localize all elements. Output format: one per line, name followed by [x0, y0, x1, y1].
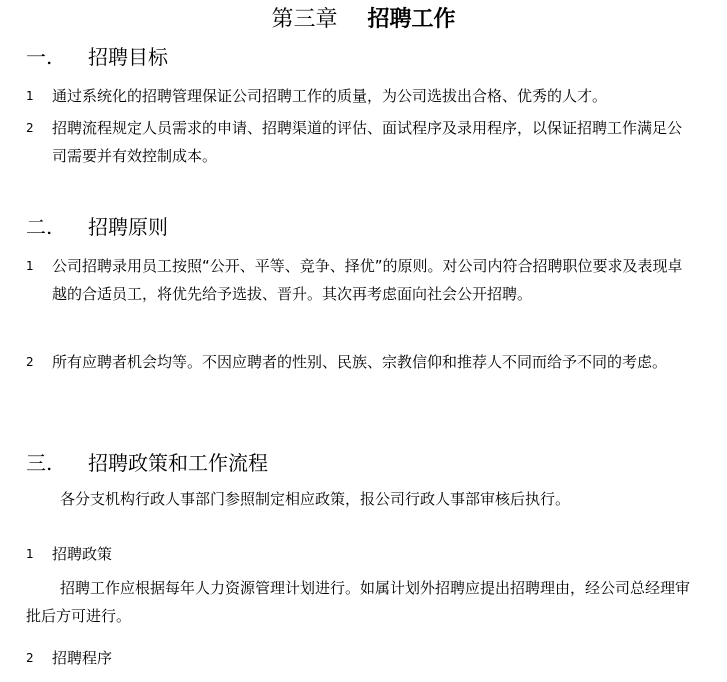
list-item-number: 2 [26, 355, 34, 369]
subsection-paragraph: 招聘工作应根据每年人力资源管理计划进行。如属计划外招聘应提出招聘理由，经公司总经理审批后方可进行。 [26, 579, 691, 625]
section-title: 招聘目标 [88, 45, 168, 69]
chapter-number: 第三章 [271, 7, 338, 32]
section-number: 三. [26, 451, 53, 475]
section-heading-principles [26, 214, 168, 240]
subsection-heading-procedure [26, 644, 696, 672]
list-item-number: 1 [26, 259, 34, 273]
list-item-number: 2 [26, 651, 34, 665]
section-heading-goals [26, 44, 168, 70]
list-item-text: 招聘流程规定人员需求的申请、招聘渠道的评估、面试程序及录用程序，以保证招聘工作满足公司需要并有效控制成本。 [52, 119, 683, 165]
section-number: 二. [26, 215, 53, 239]
subsection-heading-policy [26, 540, 696, 568]
list-item-number: 1 [26, 547, 34, 561]
section-heading-policy [26, 450, 268, 476]
section-title: 招聘政策和工作流程 [88, 451, 268, 475]
list-item [26, 348, 696, 376]
subsection-title: 招聘程序 [52, 649, 113, 667]
list-item-number: 2 [26, 121, 34, 135]
list-item-text: 所有应聘者机会均等。不因应聘者的性别、民族、宗教信仰和推荐人不同而给予不同的考虑。 [52, 353, 668, 371]
list-item-number: 1 [26, 89, 34, 103]
list-item-text: 公司招聘录用员工按照“公开、平等、竞争、择优”的原则。对公司内符合招聘职位要求及表现卓越的合适员工，将优先给予选拔、晋升。其次再考虑面向社会公开招聘。 [52, 257, 683, 303]
section-title: 招聘原则 [88, 215, 168, 239]
list-item [26, 82, 696, 110]
section-intro: 各分支机构行政人事部门参照制定相应政策，报公司行政人事部审核后执行。 [60, 490, 571, 508]
chapter-title [0, 6, 727, 34]
list-item [26, 252, 696, 308]
list-item-text: 通过系统化的招聘管理保证公司招聘工作的质量，为公司选拔出合格、优秀的人才。 [52, 87, 608, 105]
subsection-title: 招聘政策 [52, 545, 113, 563]
section-number: 一. [26, 45, 53, 69]
chapter-heading: 招聘工作 [367, 7, 456, 32]
list-item [26, 114, 696, 170]
